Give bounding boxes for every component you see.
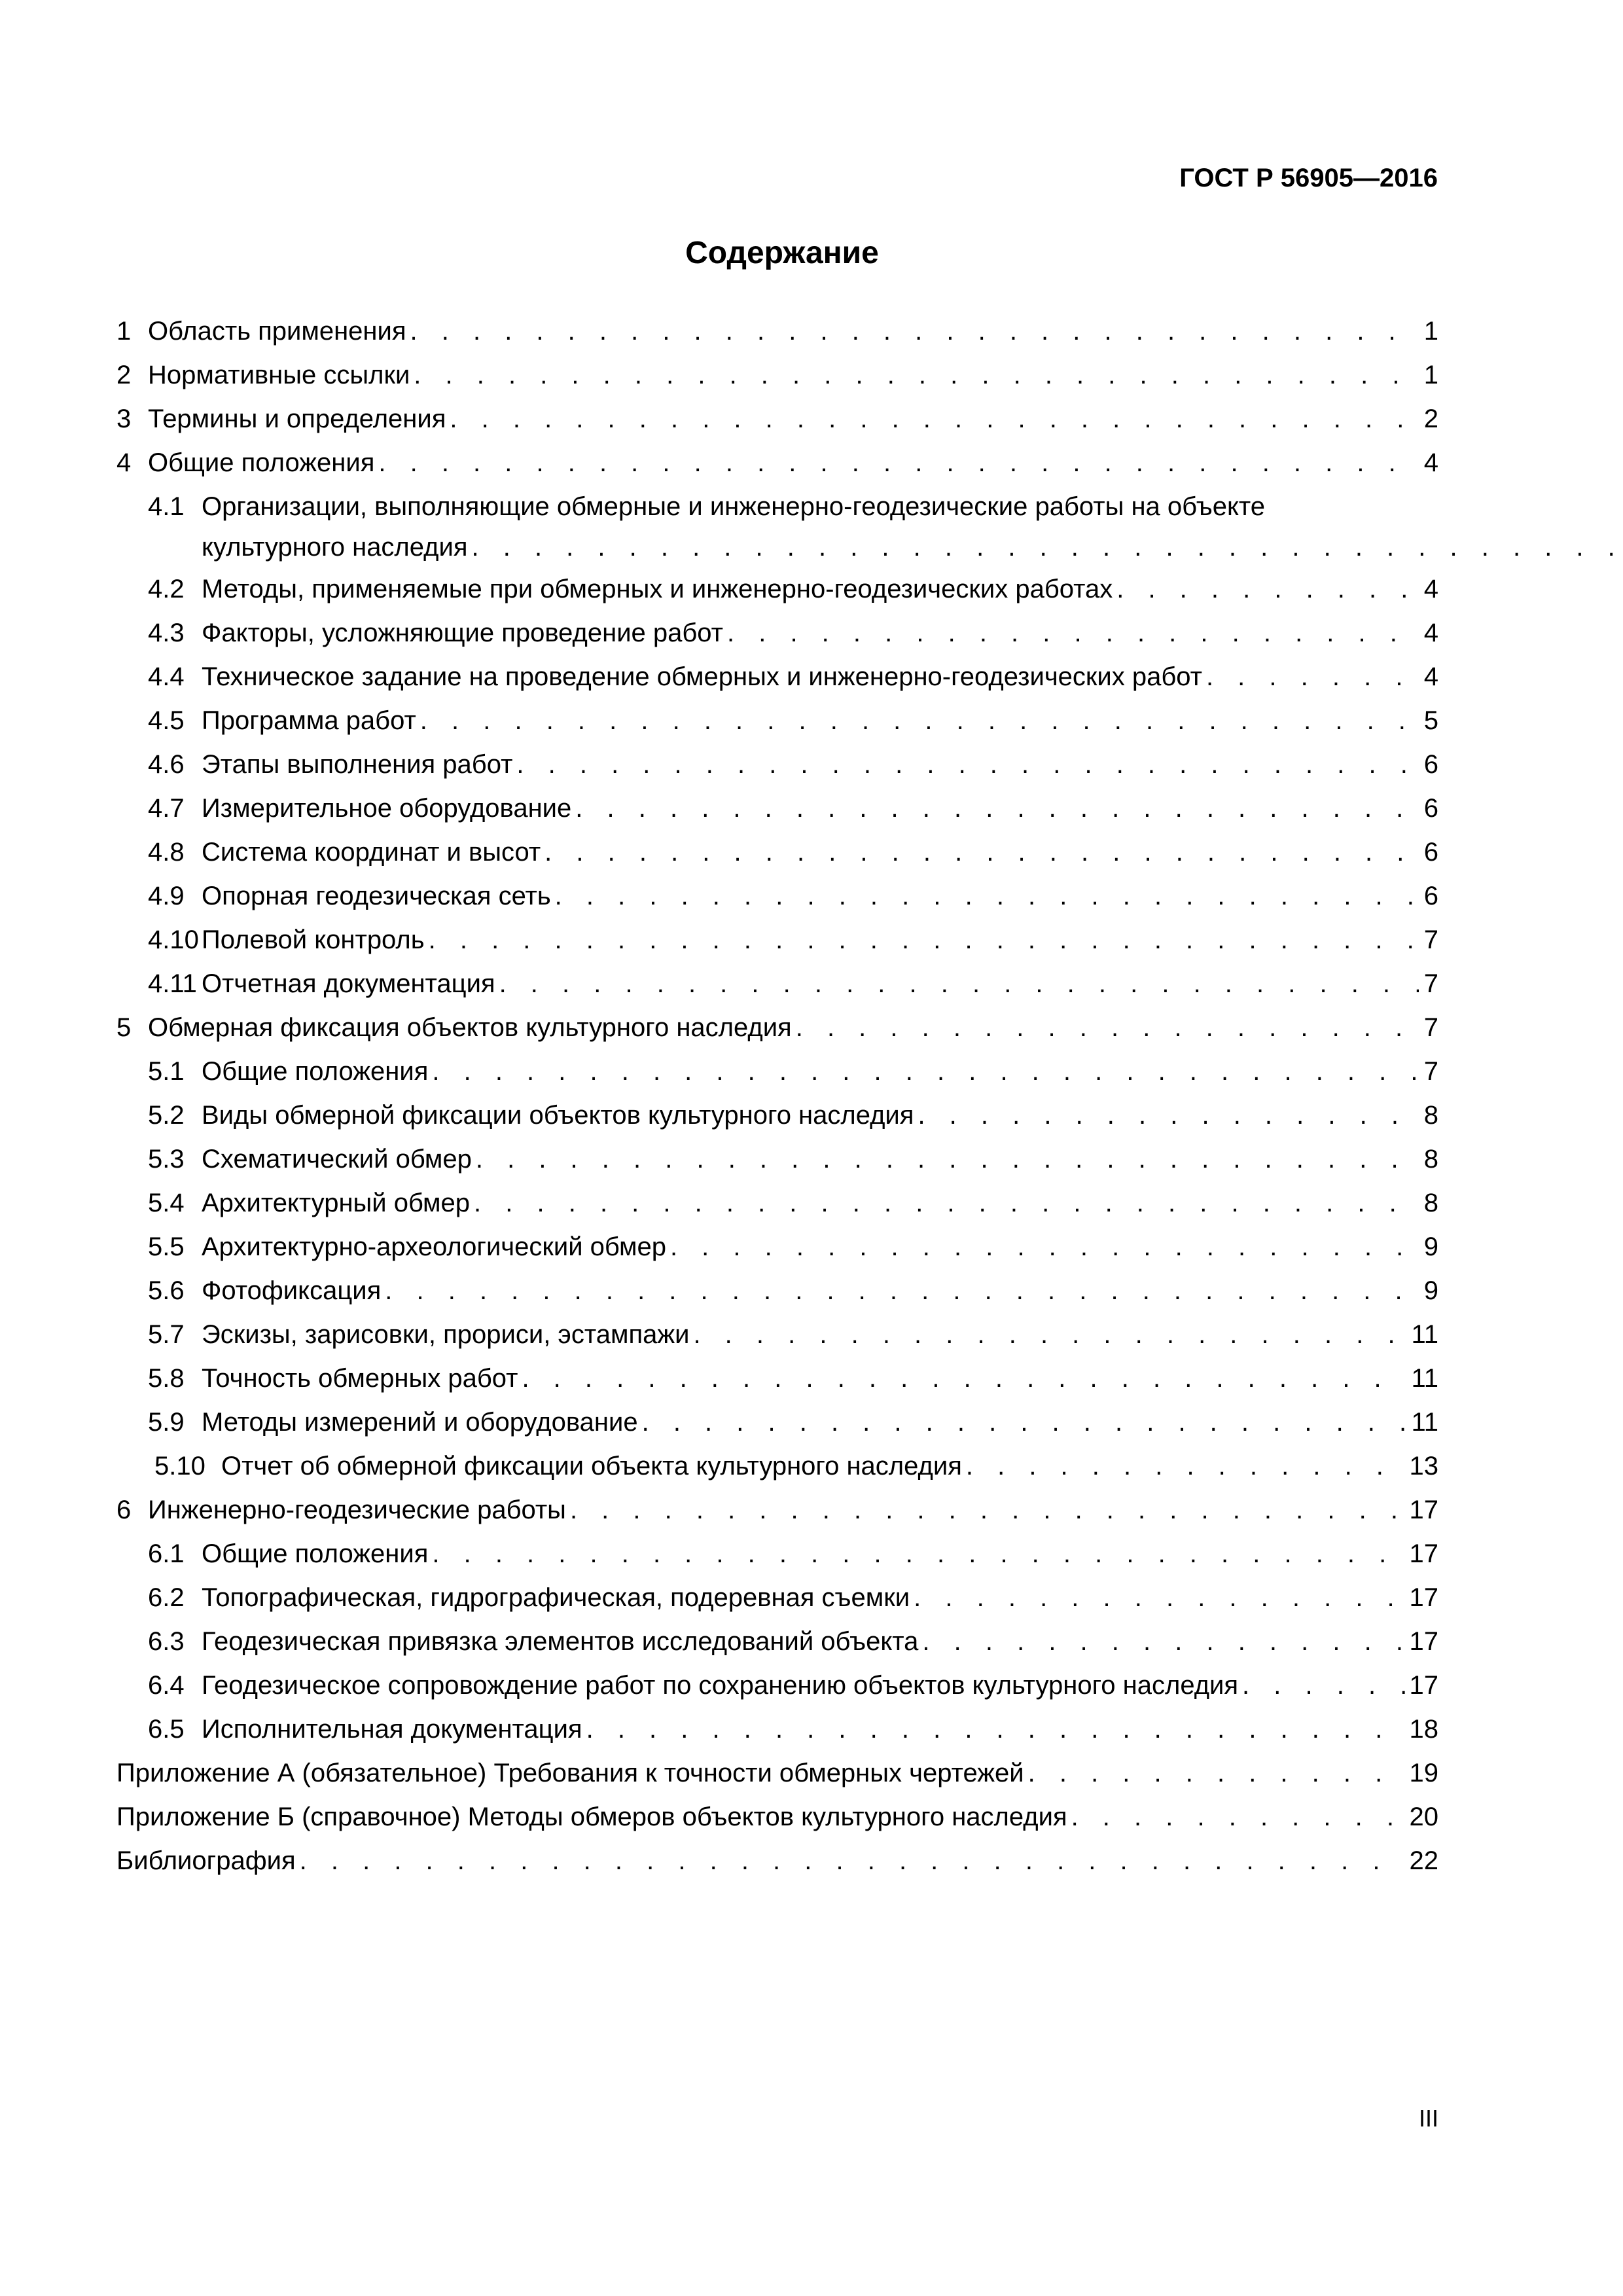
dot-leader [796, 1006, 1419, 1050]
toc-entry[interactable] [116, 1401, 1438, 1444]
toc-entry-page: 17 [1409, 1583, 1438, 1612]
toc-entry[interactable] [116, 1313, 1438, 1357]
toc-entry-title: Библиография [116, 1846, 296, 1875]
dot-leader [693, 1313, 1407, 1357]
dot-leader [586, 1708, 1406, 1751]
toc-entry-page: 6 [1423, 794, 1438, 823]
toc-entry-page: 4 [1423, 619, 1438, 647]
toc-entry-page: 9 [1423, 1232, 1438, 1261]
toc-entry[interactable] [116, 743, 1438, 787]
dot-leader [420, 699, 1419, 743]
toc-entry-number: 5.10 [154, 1452, 205, 1480]
toc-entry-number: 4.3 [148, 619, 185, 647]
toc-entry-page: 4 [1423, 448, 1438, 477]
toc-entry-number: 5.5 [148, 1232, 185, 1261]
toc-entry-number: 1 [116, 317, 132, 346]
toc-entry-number: 5 [116, 1013, 132, 1042]
toc-entry[interactable] [116, 310, 1438, 353]
toc-entry[interactable] [116, 1708, 1438, 1751]
toc-entry-title: Геодезическая привязка элементов исследований объекта [202, 1627, 919, 1656]
toc-entry-title: Полевой контроль [202, 925, 425, 954]
toc-entry-page: 11 [1411, 1364, 1438, 1393]
toc-entry[interactable] [116, 1532, 1438, 1576]
dot-leader [918, 1094, 1419, 1138]
dot-leader [642, 1401, 1408, 1444]
dot-leader [414, 353, 1419, 397]
toc-entry-page: 17 [1409, 1496, 1438, 1524]
dot-leader [922, 1620, 1405, 1664]
toc-entry-number: 4.8 [148, 838, 185, 867]
toc-entry-page: 2 [1423, 404, 1438, 433]
toc-entry-number: 6.2 [148, 1583, 185, 1612]
dot-leader [914, 1576, 1405, 1620]
toc-entry-number: 6.4 [148, 1671, 185, 1700]
toc-entry-page: 7 [1423, 1013, 1438, 1042]
toc-entry-title: Общие положения [148, 448, 375, 477]
toc-entry[interactable] [116, 1357, 1438, 1401]
toc-entry-page: 13 [1409, 1452, 1438, 1480]
toc-entry-title: Топографическая, гидрографическая, подеревная съемки [202, 1583, 910, 1612]
toc-entry-page: 22 [1409, 1846, 1438, 1875]
toc-entry-title: Архитектурно-археологический обмер [202, 1232, 666, 1261]
toc-entry-number: 4.4 [148, 662, 185, 691]
toc-entry-title: Методы, применяемые при обмерных и инженерно-геодезических работах [202, 575, 1113, 603]
toc-entry[interactable] [116, 1839, 1438, 1883]
toc-entry-title: Точность обмерных работ [202, 1364, 518, 1393]
toc-entry-page: 19 [1409, 1759, 1438, 1787]
toc-entry-number: 5.4 [148, 1189, 185, 1217]
toc-entry-title: Приложение А (обязательное) Требования к точности обмерных чертежей [116, 1759, 1024, 1787]
toc-entry-page: 18 [1409, 1715, 1438, 1744]
dot-leader [499, 962, 1419, 1006]
dot-leader [966, 1444, 1406, 1488]
toc-entry[interactable] [116, 1225, 1438, 1269]
toc-entry-title: Техническое задание на проведение обмерных и инженерно-геодезических работ [202, 662, 1202, 691]
toc-entry-page: 6 [1423, 838, 1438, 867]
toc-entry[interactable] [116, 787, 1438, 831]
toc-entry-title: Общие положения [202, 1057, 429, 1086]
toc-entry-page: 1 [1423, 361, 1438, 389]
toc-entry[interactable] [116, 485, 1438, 567]
toc-entry-number: 5.2 [148, 1101, 185, 1130]
toc-entry[interactable] [116, 1050, 1438, 1094]
dot-leader [1242, 1664, 1405, 1708]
toc-entry-number: 4.5 [148, 706, 185, 735]
dot-leader [300, 1839, 1406, 1883]
dot-leader [670, 1225, 1419, 1269]
toc-entry-page: 5 [1423, 706, 1438, 735]
toc-entry-title: Термины и определения [148, 404, 446, 433]
toc-entry[interactable] [116, 1138, 1438, 1181]
toc-entry-page: 11 [1411, 1408, 1438, 1437]
toc-entry-page: 11 [1411, 1320, 1438, 1349]
toc-entry-title: Измерительное оборудование [202, 794, 572, 823]
toc-entry-page: 7 [1423, 925, 1438, 954]
toc-entry[interactable] [116, 655, 1438, 699]
toc-entry[interactable] [116, 962, 1438, 1006]
dot-leader [727, 611, 1419, 655]
toc-entry-title: Виды обмерной фиксации объектов культурного наследия [202, 1101, 914, 1130]
toc-entry-title: Опорная геодезическая сеть [202, 882, 551, 910]
toc-entry-page: 7 [1423, 969, 1438, 998]
toc-entry-page: 9 [1423, 1276, 1438, 1305]
toc-entry-number: 4.10 [148, 925, 199, 954]
toc-entry-number: 4.9 [148, 882, 185, 910]
toc-entry[interactable] [116, 611, 1438, 655]
toc-entry-page: 20 [1409, 1803, 1438, 1831]
toc-entry-title: Геодезическое сопровождение работ по сохранению объектов культурного наследия [202, 1671, 1239, 1700]
toc-entry-number: 5.6 [148, 1276, 185, 1305]
dot-leader [476, 1138, 1419, 1181]
dot-leader [1071, 1795, 1406, 1839]
dot-leader [474, 1181, 1419, 1225]
toc-entry-title: Эскизы, зарисовки, прориси, эстампажи [202, 1320, 690, 1349]
dot-leader [378, 441, 1419, 485]
toc-entry-number: 6 [116, 1496, 132, 1524]
toc-entry[interactable] [116, 353, 1438, 397]
dot-leader [570, 1488, 1406, 1532]
dot-leader [410, 310, 1419, 353]
toc-entry[interactable] [116, 397, 1438, 441]
toc-entry-number: 5.1 [148, 1057, 185, 1086]
toc-entry-page: 8 [1423, 1101, 1438, 1130]
toc-entry[interactable] [116, 1488, 1438, 1532]
toc-entry-title: Область применения [148, 317, 406, 346]
toc-entry-number: 4 [116, 448, 132, 477]
toc-title: Содержание [685, 236, 879, 270]
toc-entry-number: 5.7 [148, 1320, 185, 1349]
dot-leader [555, 874, 1419, 918]
toc-entry-page: 17 [1409, 1671, 1438, 1700]
toc-entry-number: 4.7 [148, 794, 185, 823]
toc-entry-page: 7 [1423, 1057, 1438, 1086]
toc-entry-number: 6.1 [148, 1539, 185, 1568]
toc-entry-title: Этапы выполнения работ [202, 750, 513, 779]
toc-entry[interactable] [116, 874, 1438, 918]
dot-leader [1028, 1751, 1406, 1795]
toc-entry-number: 5.3 [148, 1145, 185, 1174]
page-number: III [1418, 2105, 1438, 2132]
toc-entry-page: 8 [1423, 1189, 1438, 1217]
toc-entry-number: 4.1 [148, 492, 185, 521]
toc-entry-number: 4.2 [148, 575, 185, 603]
toc-entry[interactable] [116, 441, 1438, 485]
toc-entry[interactable] [116, 1576, 1438, 1620]
toc-entry-title: Методы измерений и оборудование [202, 1408, 638, 1437]
toc-entry-title: Общие положения [202, 1539, 429, 1568]
toc-entry-title: Факторы, усложняющие проведение работ [202, 619, 723, 647]
toc-entry-number: 6.3 [148, 1627, 185, 1656]
toc-entry-number: 4.11 [148, 969, 197, 998]
toc-entry[interactable] [116, 699, 1438, 743]
toc-entry-title-continued: культурного наследия [202, 533, 468, 562]
dot-leader [429, 918, 1419, 962]
table-of-contents [116, 310, 1438, 1883]
toc-entry[interactable] [116, 1181, 1438, 1225]
toc-entry-title: Нормативные ссылки [148, 361, 410, 389]
toc-entry-number: 4.6 [148, 750, 185, 779]
toc-entry-page: 4 [1423, 575, 1438, 603]
toc-entry-number: 3 [116, 404, 132, 433]
dot-leader [471, 527, 1623, 567]
dot-leader [575, 787, 1419, 831]
toc-entry[interactable] [116, 1094, 1438, 1138]
dot-leader [432, 1532, 1405, 1576]
toc-entry-page: 4 [1423, 662, 1438, 691]
dot-leader [1116, 567, 1419, 611]
toc-entry-page: 17 [1409, 1627, 1438, 1656]
toc-entry-number: 6.5 [148, 1715, 185, 1744]
toc-entry-title: Исполнительная документация [202, 1715, 582, 1744]
toc-entry[interactable] [116, 1795, 1438, 1839]
toc-entry-page: 1 [1423, 317, 1438, 346]
dot-leader [516, 743, 1419, 787]
toc-entry-title: Схематический обмер [202, 1145, 472, 1174]
toc-entry-page: 17 [1409, 1539, 1438, 1568]
toc-entry[interactable] [116, 1269, 1438, 1313]
toc-entry-title: Программа работ [202, 706, 416, 735]
toc-entry-title: Система координат и высот [202, 838, 541, 867]
toc-entry-number: 5.9 [148, 1408, 185, 1437]
toc-entry-title: Отчетная документация [202, 969, 495, 998]
toc-entry[interactable] [116, 831, 1438, 874]
toc-entry-title: Отчет об обмерной фиксации объекта культурного наследия [221, 1452, 962, 1480]
toc-entry[interactable] [116, 1664, 1438, 1708]
dot-leader [385, 1269, 1419, 1313]
toc-entry-title: Приложение Б (справочное) Методы обмеров объектов культурного наследия [116, 1803, 1067, 1831]
toc-entry-title: Фотофиксация [202, 1276, 382, 1305]
toc-entry-page: 6 [1423, 882, 1438, 910]
toc-entry-number: 5.8 [148, 1364, 185, 1393]
toc-entry-page: 6 [1423, 750, 1438, 779]
toc-entry-page: 8 [1423, 1145, 1438, 1174]
toc-entry-number: 2 [116, 361, 132, 389]
toc-entry[interactable] [116, 567, 1438, 611]
toc-entry-title: Инженерно-геодезические работы [148, 1496, 566, 1524]
dot-leader [544, 831, 1419, 874]
toc-entry[interactable] [116, 1444, 1438, 1488]
dot-leader [522, 1357, 1407, 1401]
toc-entry-title: Организации, выполняющие обмерные и инженерно-геодезические работы на объекте [202, 492, 1266, 521]
document-code: ГОСТ Р 56905—2016 [1179, 164, 1438, 192]
toc-entry[interactable] [116, 1006, 1438, 1050]
dot-leader [432, 1050, 1419, 1094]
toc-entry-title: Архитектурный обмер [202, 1189, 471, 1217]
dot-leader [450, 397, 1419, 441]
toc-entry-title: Обмерная фиксация объектов культурного наследия [148, 1013, 792, 1042]
toc-entry[interactable] [116, 918, 1438, 962]
toc-entry[interactable] [116, 1751, 1438, 1795]
toc-entry[interactable] [116, 1620, 1438, 1664]
dot-leader [1206, 655, 1419, 699]
